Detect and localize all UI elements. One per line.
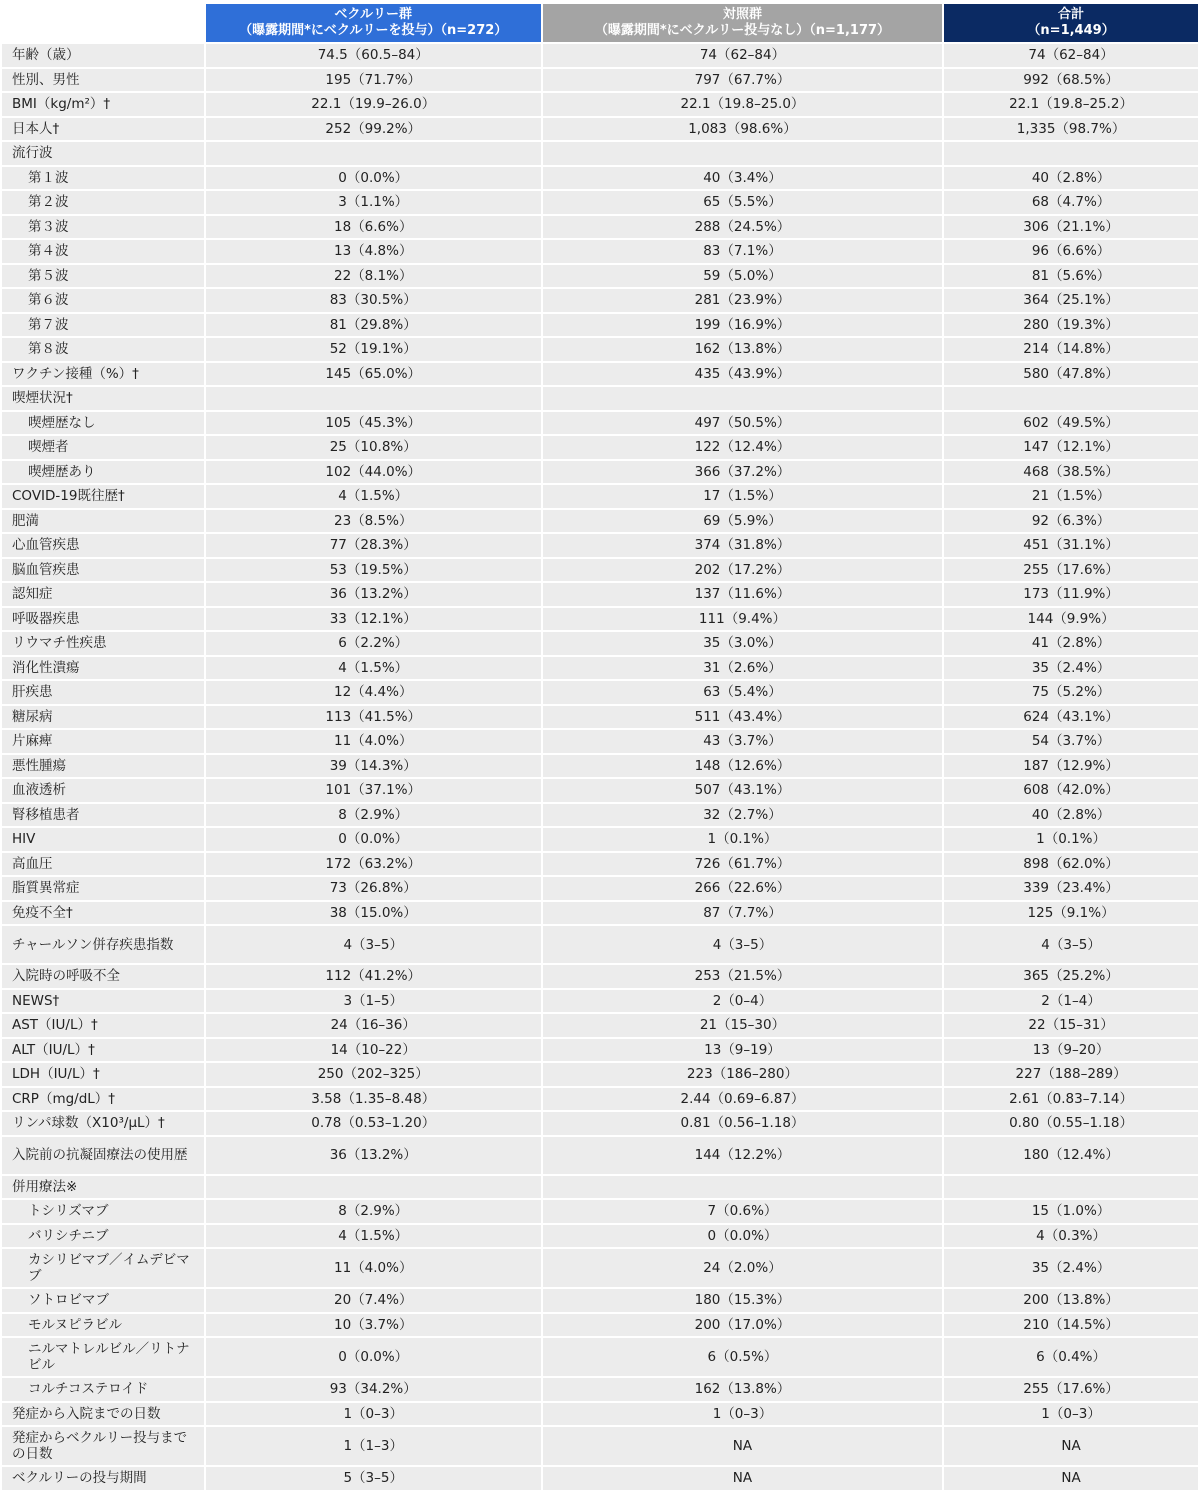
row-label: コルチコステロイド xyxy=(2,1378,204,1401)
total-value: 144（9.9%） xyxy=(944,608,1198,631)
control-value xyxy=(543,1176,942,1199)
row-label: 喫煙歴あり xyxy=(2,461,204,484)
total-value: 40（2.8%） xyxy=(944,167,1198,190)
row-label: 脂質異常症 xyxy=(2,877,204,900)
row-label: 肥満 xyxy=(2,510,204,533)
header-subtitle: （曝露期間*にベクルリーを投与）（n=272） xyxy=(239,23,508,38)
total-value: 75（5.2%） xyxy=(944,681,1198,704)
veklury-value: 74.5（60.5–84） xyxy=(206,44,541,67)
veklury-value: 0（0.0%） xyxy=(206,167,541,190)
veklury-value: 105（45.3%） xyxy=(206,412,541,435)
row-label: 第１波 xyxy=(2,167,204,190)
total-value: 41（2.8%） xyxy=(944,632,1198,655)
total-value: 35（2.4%） xyxy=(944,657,1198,680)
veklury-value: 93（34.2%） xyxy=(206,1378,541,1401)
table-row xyxy=(2,1112,1198,1135)
veklury-value: 81（29.8%） xyxy=(206,314,541,337)
veklury-value: 52（19.1%） xyxy=(206,338,541,361)
veklury-value: 33（12.1%） xyxy=(206,608,541,631)
control-value: 74（62–84） xyxy=(543,44,942,67)
veklury-value: 18（6.6%） xyxy=(206,216,541,239)
table-row xyxy=(2,142,1198,165)
table-row xyxy=(2,265,1198,288)
control-value: 21（15–30） xyxy=(543,1014,942,1037)
row-label: 発症から入院までの日数 xyxy=(2,1403,204,1426)
veklury-value: 4（3–5） xyxy=(206,926,541,963)
total-value: 200（13.8%） xyxy=(944,1289,1198,1312)
header-title: 対照群 xyxy=(722,7,762,22)
control-value: 253（21.5%） xyxy=(543,965,942,988)
total-value: NA xyxy=(944,1427,1198,1465)
control-value: 111（9.4%） xyxy=(543,608,942,631)
total-value: 0.80（0.55–1.18） xyxy=(944,1112,1198,1135)
total-value: 22（15–31） xyxy=(944,1014,1198,1037)
row-label: 第５波 xyxy=(2,265,204,288)
veklury-value: 25（10.8%） xyxy=(206,436,541,459)
control-value: 22.1（19.8–25.0） xyxy=(543,93,942,116)
veklury-value: 38（15.0%） xyxy=(206,902,541,925)
control-value: 511（43.4%） xyxy=(543,706,942,729)
table-row xyxy=(2,510,1198,533)
control-value: 59（5.0%） xyxy=(543,265,942,288)
row-label: 消化性潰瘍 xyxy=(2,657,204,680)
total-value: 1（0.1%） xyxy=(944,828,1198,851)
row-label: HIV xyxy=(2,828,204,851)
total-value: 92（6.3%） xyxy=(944,510,1198,533)
control-value: 32（2.7%） xyxy=(543,804,942,827)
veklury-value: 112（41.2%） xyxy=(206,965,541,988)
total-value xyxy=(944,387,1198,410)
veklury-value: 0（0.0%） xyxy=(206,1338,541,1376)
total-value: 35（2.4%） xyxy=(944,1249,1198,1287)
veklury-value: 77（28.3%） xyxy=(206,534,541,557)
row-label: 日本人† xyxy=(2,118,204,141)
row-label: BMI（kg/m²）† xyxy=(2,93,204,116)
control-value: 2（0–4） xyxy=(543,990,942,1013)
veklury-value: 5（3–5） xyxy=(206,1467,541,1490)
table-row xyxy=(2,216,1198,239)
veklury-value: 102（44.0%） xyxy=(206,461,541,484)
row-label: LDH（IU/L）† xyxy=(2,1063,204,1086)
control-value: 87（7.7%） xyxy=(543,902,942,925)
row-label: カシリビマブ／イムデビマブ xyxy=(2,1249,204,1287)
table-row xyxy=(2,338,1198,361)
table-row xyxy=(2,118,1198,141)
veklury-value: 252（99.2%） xyxy=(206,118,541,141)
total-value: 96（6.6%） xyxy=(944,240,1198,263)
table-row xyxy=(2,657,1198,680)
control-value: 281（23.9%） xyxy=(543,289,942,312)
control-value: 137（11.6%） xyxy=(543,583,942,606)
table-row xyxy=(2,965,1198,988)
table-row xyxy=(2,534,1198,557)
row-label: 悪性腫瘍 xyxy=(2,755,204,778)
row-label: 流行波 xyxy=(2,142,204,165)
row-label: 入院前の抗凝固療法の使用歴 xyxy=(2,1137,204,1174)
row-label: 第８波 xyxy=(2,338,204,361)
table-row xyxy=(2,1249,1198,1287)
control-value xyxy=(543,387,942,410)
total-value: 15（1.0%） xyxy=(944,1200,1198,1223)
total-value: 13（9–20） xyxy=(944,1039,1198,1062)
table-row xyxy=(2,167,1198,190)
veklury-value: 4（1.5%） xyxy=(206,657,541,680)
control-value: 0（0.0%） xyxy=(543,1225,942,1248)
control-value: 69（5.9%） xyxy=(543,510,942,533)
total-value: 22.1（19.8–25.2） xyxy=(944,93,1198,116)
control-value: 266（22.6%） xyxy=(543,877,942,900)
total-value: 602（49.5%） xyxy=(944,412,1198,435)
total-value: 255（17.6%） xyxy=(944,559,1198,582)
row-label: 併用療法※ xyxy=(2,1176,204,1199)
control-value: 1（0–3） xyxy=(543,1403,942,1426)
veklury-value: 8（2.9%） xyxy=(206,1200,541,1223)
veklury-value: 83（30.5%） xyxy=(206,289,541,312)
baseline-characteristics-table xyxy=(0,2,1200,1492)
table-row xyxy=(2,1427,1198,1465)
total-value: 187（12.9%） xyxy=(944,755,1198,778)
row-label: AST（IU/L）† xyxy=(2,1014,204,1037)
veklury-value: 36（13.2%） xyxy=(206,1137,541,1174)
total-value: 214（14.8%） xyxy=(944,338,1198,361)
row-label: リウマチ性疾患 xyxy=(2,632,204,655)
control-value: 17（1.5%） xyxy=(543,485,942,508)
table-row xyxy=(2,828,1198,851)
veklury-value: 22.1（19.9–26.0） xyxy=(206,93,541,116)
veklury-value: 23（8.5%） xyxy=(206,510,541,533)
veklury-value: 11（4.0%） xyxy=(206,1249,541,1287)
row-label: 第２波 xyxy=(2,191,204,214)
veklury-value xyxy=(206,1176,541,1199)
control-value: 507（43.1%） xyxy=(543,779,942,802)
control-value: 148（12.6%） xyxy=(543,755,942,778)
veklury-value: 4（1.5%） xyxy=(206,485,541,508)
row-label: 入院時の呼吸不全 xyxy=(2,965,204,988)
control-value: 0.81（0.56–1.18） xyxy=(543,1112,942,1135)
veklury-value: 3（1.1%） xyxy=(206,191,541,214)
control-value: 200（17.0%） xyxy=(543,1314,942,1337)
table-row xyxy=(2,387,1198,410)
table-row xyxy=(2,69,1198,92)
veklury-value xyxy=(206,387,541,410)
row-label: COVID-19既往歴† xyxy=(2,485,204,508)
row-label: チャールソン併存疾患指数 xyxy=(2,926,204,963)
table-row xyxy=(2,289,1198,312)
total-value: 255（17.6%） xyxy=(944,1378,1198,1401)
total-value: 306（21.1%） xyxy=(944,216,1198,239)
table-row xyxy=(2,755,1198,778)
veklury-value: 39（14.3%） xyxy=(206,755,541,778)
veklury-value: 172（63.2%） xyxy=(206,853,541,876)
control-value: 374（31.8%） xyxy=(543,534,942,557)
table-row xyxy=(2,559,1198,582)
table-row xyxy=(2,1338,1198,1376)
control-value: 35（3.0%） xyxy=(543,632,942,655)
veklury-value: 0（0.0%） xyxy=(206,828,541,851)
total-value: 210（14.5%） xyxy=(944,1314,1198,1337)
total-value: 40（2.8%） xyxy=(944,804,1198,827)
veklury-value: 195（71.7%） xyxy=(206,69,541,92)
total-value: 74（62–84） xyxy=(944,44,1198,67)
control-value: 435（43.9%） xyxy=(543,363,942,386)
table-row xyxy=(2,1137,1198,1174)
total-value: NA xyxy=(944,1467,1198,1490)
veklury-value: 73（26.8%） xyxy=(206,877,541,900)
row-label: ソトロビマブ xyxy=(2,1289,204,1312)
control-value: 7（0.6%） xyxy=(543,1200,942,1223)
total-value: 898（62.0%） xyxy=(944,853,1198,876)
header-veklury-group xyxy=(206,4,541,42)
total-value: 280（19.3%） xyxy=(944,314,1198,337)
table-row xyxy=(2,779,1198,802)
table-row xyxy=(2,314,1198,337)
veklury-value: 145（65.0%） xyxy=(206,363,541,386)
total-value: 68（4.7%） xyxy=(944,191,1198,214)
total-value: 1（0–3） xyxy=(944,1403,1198,1426)
total-value: 125（9.1%） xyxy=(944,902,1198,925)
control-value: 65（5.5%） xyxy=(543,191,942,214)
total-value xyxy=(944,1176,1198,1199)
row-label: ベクルリーの投与期間 xyxy=(2,1467,204,1490)
total-value: 4（0.3%） xyxy=(944,1225,1198,1248)
table-row xyxy=(2,608,1198,631)
table-row xyxy=(2,44,1198,67)
control-value xyxy=(543,142,942,165)
veklury-value: 13（4.8%） xyxy=(206,240,541,263)
control-value: 122（12.4%） xyxy=(543,436,942,459)
table-row xyxy=(2,853,1198,876)
table-row xyxy=(2,1378,1198,1401)
total-value xyxy=(944,142,1198,165)
row-label: 片麻痺 xyxy=(2,730,204,753)
control-value: 223（186–280） xyxy=(543,1063,942,1086)
header-corner xyxy=(2,4,204,42)
veklury-value: 11（4.0%） xyxy=(206,730,541,753)
control-value: 43（3.7%） xyxy=(543,730,942,753)
control-value: 199（16.9%） xyxy=(543,314,942,337)
row-label: 喫煙歴なし xyxy=(2,412,204,435)
row-label: CRP（mg/dL）† xyxy=(2,1088,204,1111)
table-row xyxy=(2,706,1198,729)
control-value: 162（13.8%） xyxy=(543,1378,942,1401)
veklury-value: 12（4.4%） xyxy=(206,681,541,704)
row-label: NEWS† xyxy=(2,990,204,1013)
row-label: 腎移植患者 xyxy=(2,804,204,827)
veklury-value: 14（10–22） xyxy=(206,1039,541,1062)
table-row xyxy=(2,1225,1198,1248)
table-body xyxy=(2,44,1198,1490)
total-value: 6（0.4%） xyxy=(944,1338,1198,1376)
header-row xyxy=(2,4,1198,42)
control-value: 797（67.7%） xyxy=(543,69,942,92)
table-row xyxy=(2,632,1198,655)
total-value: 173（11.9%） xyxy=(944,583,1198,606)
total-value: 992（68.5%） xyxy=(944,69,1198,92)
veklury-value: 250（202–325） xyxy=(206,1063,541,1086)
row-label: ワクチン接種（%）† xyxy=(2,363,204,386)
table-row xyxy=(2,990,1198,1013)
control-value: 24（2.0%） xyxy=(543,1249,942,1287)
control-value: 497（50.5%） xyxy=(543,412,942,435)
table-row xyxy=(2,926,1198,963)
veklury-value: 8（2.9%） xyxy=(206,804,541,827)
veklury-value: 3.58（1.35–8.48） xyxy=(206,1088,541,1111)
table-row xyxy=(2,804,1198,827)
row-label: 肝疾患 xyxy=(2,681,204,704)
table-row xyxy=(2,1289,1198,1312)
total-value: 339（23.4%） xyxy=(944,877,1198,900)
control-value: 40（3.4%） xyxy=(543,167,942,190)
table-row xyxy=(2,1063,1198,1086)
control-value: 288（24.5%） xyxy=(543,216,942,239)
control-value: 13（9–19） xyxy=(543,1039,942,1062)
veklury-value: 10（3.7%） xyxy=(206,1314,541,1337)
header-title: ベクルリー群 xyxy=(334,7,413,22)
row-label: ALT（IU/L）† xyxy=(2,1039,204,1062)
row-label: 喫煙状況† xyxy=(2,387,204,410)
total-value: 365（25.2%） xyxy=(944,965,1198,988)
veklury-value: 1（1–3） xyxy=(206,1427,541,1465)
veklury-value xyxy=(206,142,541,165)
row-label: 発症からベクルリー投与までの日数 xyxy=(2,1427,204,1465)
row-label: 心血管疾患 xyxy=(2,534,204,557)
header-control-group xyxy=(543,4,942,42)
control-value: 726（61.7%） xyxy=(543,853,942,876)
control-value: NA xyxy=(543,1467,942,1490)
table-row xyxy=(2,681,1198,704)
veklury-value: 53（19.5%） xyxy=(206,559,541,582)
table-row xyxy=(2,461,1198,484)
row-label: 認知症 xyxy=(2,583,204,606)
control-value: NA xyxy=(543,1427,942,1465)
row-label: 第７波 xyxy=(2,314,204,337)
control-value: 83（7.1%） xyxy=(543,240,942,263)
row-label: 第６波 xyxy=(2,289,204,312)
table-row xyxy=(2,1039,1198,1062)
total-value: 624（43.1%） xyxy=(944,706,1198,729)
veklury-value: 1（0–3） xyxy=(206,1403,541,1426)
veklury-value: 0.78（0.53–1.20） xyxy=(206,1112,541,1135)
total-value: 451（31.1%） xyxy=(944,534,1198,557)
total-value: 81（5.6%） xyxy=(944,265,1198,288)
control-value: 202（17.2%） xyxy=(543,559,942,582)
total-value: 54（3.7%） xyxy=(944,730,1198,753)
row-label: 第３波 xyxy=(2,216,204,239)
table-row xyxy=(2,191,1198,214)
control-value: 162（13.8%） xyxy=(543,338,942,361)
table-row xyxy=(2,1467,1198,1490)
table-row xyxy=(2,583,1198,606)
row-label: 呼吸器疾患 xyxy=(2,608,204,631)
veklury-value: 22（8.1%） xyxy=(206,265,541,288)
table-row xyxy=(2,1200,1198,1223)
row-label: 高血圧 xyxy=(2,853,204,876)
total-value: 608（42.0%） xyxy=(944,779,1198,802)
total-value: 180（12.4%） xyxy=(944,1137,1198,1174)
table-row xyxy=(2,877,1198,900)
veklury-value: 3（1–5） xyxy=(206,990,541,1013)
row-label: 年齢（歳） xyxy=(2,44,204,67)
total-value: 1,335（98.7%） xyxy=(944,118,1198,141)
control-value: 4（3–5） xyxy=(543,926,942,963)
table-row xyxy=(2,1088,1198,1111)
table-row xyxy=(2,240,1198,263)
veklury-value: 20（7.4%） xyxy=(206,1289,541,1312)
total-value: 468（38.5%） xyxy=(944,461,1198,484)
control-value: 6（0.5%） xyxy=(543,1338,942,1376)
total-value: 227（188–289） xyxy=(944,1063,1198,1086)
table-row xyxy=(2,902,1198,925)
control-value: 2.44（0.69–6.87） xyxy=(543,1088,942,1111)
total-value: 2（1–4） xyxy=(944,990,1198,1013)
veklury-value: 36（13.2%） xyxy=(206,583,541,606)
veklury-value: 6（2.2%） xyxy=(206,632,541,655)
control-value: 31（2.6%） xyxy=(543,657,942,680)
table-row xyxy=(2,363,1198,386)
row-label: 性別、男性 xyxy=(2,69,204,92)
header-title: 合計 xyxy=(1058,7,1085,22)
total-value: 4（3–5） xyxy=(944,926,1198,963)
control-value: 1,083（98.6%） xyxy=(543,118,942,141)
control-value: 366（37.2%） xyxy=(543,461,942,484)
table-row xyxy=(2,412,1198,435)
table-row xyxy=(2,1176,1198,1199)
table-row xyxy=(2,1403,1198,1426)
veklury-value: 24（16–36） xyxy=(206,1014,541,1037)
table-row xyxy=(2,1014,1198,1037)
row-label: トシリズマブ xyxy=(2,1200,204,1223)
table-row xyxy=(2,436,1198,459)
header-subtitle: （n=1,449） xyxy=(1027,23,1115,38)
row-label: バリシチニブ xyxy=(2,1225,204,1248)
row-label: ニルマトレルビル／リトナビル xyxy=(2,1338,204,1376)
row-label: 糖尿病 xyxy=(2,706,204,729)
table-row xyxy=(2,485,1198,508)
row-label: 脳血管疾患 xyxy=(2,559,204,582)
control-value: 1（0.1%） xyxy=(543,828,942,851)
control-value: 180（15.3%） xyxy=(543,1289,942,1312)
veklury-value: 101（37.1%） xyxy=(206,779,541,802)
control-value: 63（5.4%） xyxy=(543,681,942,704)
table-row xyxy=(2,730,1198,753)
veklury-value: 113（41.5%） xyxy=(206,706,541,729)
total-value: 2.61（0.83–7.14） xyxy=(944,1088,1198,1111)
row-label: 喫煙者 xyxy=(2,436,204,459)
row-label: 免疫不全† xyxy=(2,902,204,925)
header-total xyxy=(944,4,1198,42)
header-subtitle: （曝露期間*にベクルリー投与なし）（n=1,177） xyxy=(594,23,891,38)
veklury-value: 4（1.5%） xyxy=(206,1225,541,1248)
total-value: 21（1.5%） xyxy=(944,485,1198,508)
row-label: リンパ球数（X10³/μL）† xyxy=(2,1112,204,1135)
control-value: 144（12.2%） xyxy=(543,1137,942,1174)
table-row xyxy=(2,93,1198,116)
total-value: 147（12.1%） xyxy=(944,436,1198,459)
total-value: 364（25.1%） xyxy=(944,289,1198,312)
row-label: 血液透析 xyxy=(2,779,204,802)
row-label: 第４波 xyxy=(2,240,204,263)
row-label: モルヌピラビル xyxy=(2,1314,204,1337)
table-row xyxy=(2,1314,1198,1337)
total-value: 580（47.8%） xyxy=(944,363,1198,386)
